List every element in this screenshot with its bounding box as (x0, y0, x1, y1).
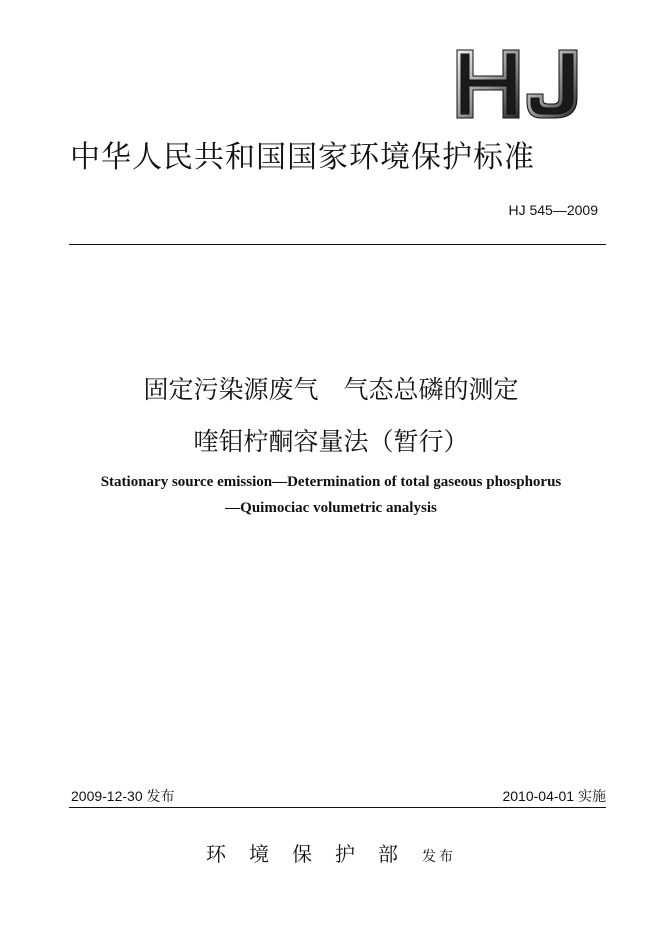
publisher-name: 环境保护部 (205, 842, 421, 866)
publisher (0, 838, 662, 867)
footer-divider (69, 807, 606, 808)
date-row (71, 786, 606, 806)
standard-code: HJ 545—2009 (508, 202, 598, 218)
title-en-line2: —Quimociac volumetric analysis (225, 500, 437, 516)
hj-logo (455, 48, 591, 120)
title-cn-line2: 喹钼柠酮容量法（暂行） (193, 427, 469, 456)
standard-type-heading: 中华人民共和国国家环境保护标准 (70, 140, 535, 175)
title-en-line1: Stationary source emission—Determination of total gaseous phosphorus (100, 474, 562, 490)
publisher-suffix: 发布 (422, 849, 457, 865)
header-divider (69, 244, 606, 245)
issue-date: 2009-12-30 发布 (71, 788, 175, 804)
implementation-date: 2010-04-01 实施 (502, 788, 606, 804)
title-cn-line1: 固定污染源废气 气态总磷的测定 (143, 375, 519, 404)
